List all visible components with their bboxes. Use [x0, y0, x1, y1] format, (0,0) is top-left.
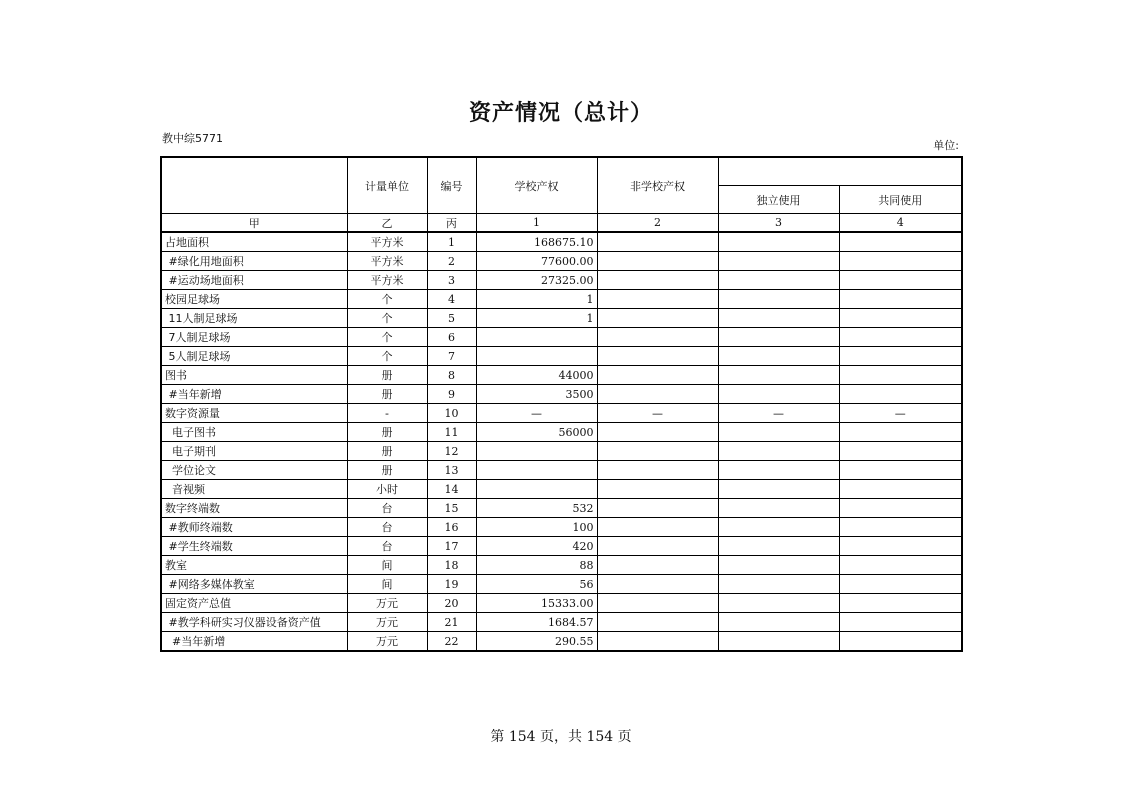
row-name-cell: 7人制足球场: [161, 328, 347, 347]
col-label: 3: [718, 214, 839, 233]
row-school-value-cell: 3500: [476, 385, 597, 404]
table-row: [161, 613, 962, 632]
row-non-school-value-cell: [597, 594, 718, 613]
row-code-cell: 8: [427, 366, 476, 385]
row-school-value-cell: [476, 461, 597, 480]
row-shared-value-cell: [839, 309, 962, 328]
row-non-school-value-cell: [597, 556, 718, 575]
row-name-cell: 5人制足球场: [161, 347, 347, 366]
table-row: [161, 309, 962, 328]
row-non-school-value-cell: [597, 347, 718, 366]
row-non-school-value-cell: [597, 613, 718, 632]
row-school-value-cell: 1684.57: [476, 613, 597, 632]
row-code-cell: 20: [427, 594, 476, 613]
row-school-value-cell: 15333.00: [476, 594, 597, 613]
row-non-school-value-cell: [597, 461, 718, 480]
row-independent-value-cell: [718, 518, 839, 537]
row-non-school-value-cell: —: [597, 404, 718, 423]
row-school-value-cell: 532: [476, 499, 597, 518]
row-shared-value-cell: [839, 499, 962, 518]
row-independent-value-cell: [718, 309, 839, 328]
row-school-value-cell: 1: [476, 290, 597, 309]
table-row: [161, 347, 962, 366]
row-shared-value-cell: [839, 347, 962, 366]
row-non-school-value-cell: [597, 423, 718, 442]
col-label: 甲: [161, 214, 347, 233]
row-code-cell: 19: [427, 575, 476, 594]
row-independent-value-cell: [718, 461, 839, 480]
row-independent-value-cell: —: [718, 404, 839, 423]
row-independent-value-cell: [718, 423, 839, 442]
row-unit-cell: -: [347, 404, 427, 423]
header-code: 编号: [427, 157, 476, 214]
form-code: 教中综5771: [162, 132, 223, 145]
table-row: [161, 423, 962, 442]
row-independent-value-cell: [718, 632, 839, 652]
col-label: 丙: [427, 214, 476, 233]
row-code-cell: 14: [427, 480, 476, 499]
row-unit-cell: 万元: [347, 594, 427, 613]
table-row: [161, 252, 962, 271]
table-row: [161, 594, 962, 613]
row-unit-cell: 台: [347, 518, 427, 537]
row-shared-value-cell: [839, 423, 962, 442]
row-name-cell: #绿化用地面积: [161, 252, 347, 271]
header-item: [161, 157, 347, 214]
row-non-school-value-cell: [597, 575, 718, 594]
row-shared-value-cell: [839, 385, 962, 404]
table-row: [161, 290, 962, 309]
row-unit-cell: 平方米: [347, 232, 427, 252]
row-school-value-cell: 420: [476, 537, 597, 556]
row-school-value-cell: [476, 480, 597, 499]
row-independent-value-cell: [718, 385, 839, 404]
row-independent-value-cell: [718, 480, 839, 499]
row-shared-value-cell: [839, 461, 962, 480]
row-name-cell: 电子期刊: [161, 442, 347, 461]
row-unit-cell: 间: [347, 575, 427, 594]
row-code-cell: 17: [427, 537, 476, 556]
page-footer: 第 154 页，共 154 页: [490, 729, 632, 745]
row-non-school-value-cell: [597, 537, 718, 556]
table-row: [161, 442, 962, 461]
header-shared-use: 共同使用: [839, 186, 962, 214]
header-non-school-property: 非学校产权: [597, 157, 718, 214]
row-name-cell: #当年新增: [161, 632, 347, 652]
table-row: [161, 556, 962, 575]
row-non-school-value-cell: [597, 290, 718, 309]
row-code-cell: 18: [427, 556, 476, 575]
header-row-1: [161, 157, 962, 186]
row-shared-value-cell: [839, 442, 962, 461]
header-independent-use: 独立使用: [718, 186, 839, 214]
column-label-row: [161, 214, 962, 233]
row-school-value-cell: 88: [476, 556, 597, 575]
row-independent-value-cell: [718, 347, 839, 366]
row-shared-value-cell: [839, 613, 962, 632]
row-shared-value-cell: [839, 575, 962, 594]
table-row: [161, 461, 962, 480]
row-unit-cell: 册: [347, 385, 427, 404]
row-unit-cell: 册: [347, 461, 427, 480]
row-non-school-value-cell: [597, 328, 718, 347]
row-unit-cell: 台: [347, 499, 427, 518]
row-name-cell: 固定资产总值: [161, 594, 347, 613]
table-row: [161, 271, 962, 290]
row-non-school-value-cell: [597, 632, 718, 652]
row-code-cell: 1: [427, 232, 476, 252]
row-unit-cell: 个: [347, 328, 427, 347]
row-unit-cell: 册: [347, 442, 427, 461]
row-non-school-value-cell: [597, 442, 718, 461]
row-name-cell: 校园足球场: [161, 290, 347, 309]
row-code-cell: 11: [427, 423, 476, 442]
row-non-school-value-cell: [597, 271, 718, 290]
row-school-value-cell: [476, 442, 597, 461]
row-school-value-cell: 1: [476, 309, 597, 328]
row-name-cell: 教室: [161, 556, 347, 575]
table-row: [161, 328, 962, 347]
row-shared-value-cell: [839, 632, 962, 652]
row-code-cell: 6: [427, 328, 476, 347]
col-label: 4: [839, 214, 962, 233]
row-non-school-value-cell: [597, 232, 718, 252]
row-independent-value-cell: [718, 366, 839, 385]
row-independent-value-cell: [718, 290, 839, 309]
row-shared-value-cell: [839, 594, 962, 613]
row-code-cell: 13: [427, 461, 476, 480]
row-unit-cell: 个: [347, 347, 427, 366]
row-independent-value-cell: [718, 271, 839, 290]
table-row: [161, 232, 962, 252]
col-label: 1: [476, 214, 597, 233]
row-shared-value-cell: [839, 518, 962, 537]
row-name-cell: #网络多媒体教室: [161, 575, 347, 594]
row-shared-value-cell: [839, 480, 962, 499]
row-unit-cell: 个: [347, 309, 427, 328]
asset-table: [160, 156, 963, 652]
row-independent-value-cell: [718, 442, 839, 461]
row-school-value-cell: 100: [476, 518, 597, 537]
row-school-value-cell: 44000: [476, 366, 597, 385]
row-name-cell: 学位论文: [161, 461, 347, 480]
table-row: [161, 518, 962, 537]
row-name-cell: #教师终端数: [161, 518, 347, 537]
row-name-cell: #运动场地面积: [161, 271, 347, 290]
row-school-value-cell: 168675.10: [476, 232, 597, 252]
table-row: [161, 366, 962, 385]
row-shared-value-cell: [839, 537, 962, 556]
row-school-value-cell: 290.55: [476, 632, 597, 652]
row-non-school-value-cell: [597, 480, 718, 499]
row-shared-value-cell: [839, 366, 962, 385]
row-code-cell: 4: [427, 290, 476, 309]
row-shared-value-cell: [839, 290, 962, 309]
row-code-cell: 21: [427, 613, 476, 632]
row-code-cell: 16: [427, 518, 476, 537]
row-name-cell: #学生终端数: [161, 537, 347, 556]
report-title: 资产情况（总计）: [468, 101, 653, 126]
col-label: 乙: [347, 214, 427, 233]
row-independent-value-cell: [718, 499, 839, 518]
row-unit-cell: 册: [347, 423, 427, 442]
row-unit-cell: 万元: [347, 613, 427, 632]
row-shared-value-cell: [839, 252, 962, 271]
row-name-cell: #当年新增: [161, 385, 347, 404]
row-school-value-cell: 56000: [476, 423, 597, 442]
row-independent-value-cell: [718, 556, 839, 575]
row-shared-value-cell: —: [839, 404, 962, 423]
row-unit-cell: 个: [347, 290, 427, 309]
row-unit-cell: 间: [347, 556, 427, 575]
col-label: 2: [597, 214, 718, 233]
header-usage-group: [718, 157, 962, 186]
row-name-cell: 数字资源量: [161, 404, 347, 423]
row-independent-value-cell: [718, 232, 839, 252]
table-row: [161, 480, 962, 499]
row-code-cell: 3: [427, 271, 476, 290]
unit-label: 单位:: [933, 139, 959, 152]
row-code-cell: 15: [427, 499, 476, 518]
row-independent-value-cell: [718, 537, 839, 556]
row-name-cell: 电子图书: [161, 423, 347, 442]
table-row: [161, 537, 962, 556]
row-school-value-cell: 27325.00: [476, 271, 597, 290]
row-name-cell: 音视频: [161, 480, 347, 499]
row-unit-cell: 万元: [347, 632, 427, 652]
row-unit-cell: 平方米: [347, 271, 427, 290]
row-shared-value-cell: [839, 328, 962, 347]
row-independent-value-cell: [718, 328, 839, 347]
row-non-school-value-cell: [597, 309, 718, 328]
row-name-cell: 数字终端数: [161, 499, 347, 518]
row-non-school-value-cell: [597, 366, 718, 385]
row-school-value-cell: —: [476, 404, 597, 423]
row-non-school-value-cell: [597, 518, 718, 537]
table-row: [161, 385, 962, 404]
table-row: [161, 632, 962, 652]
row-independent-value-cell: [718, 613, 839, 632]
row-code-cell: 5: [427, 309, 476, 328]
row-non-school-value-cell: [597, 252, 718, 271]
row-code-cell: 7: [427, 347, 476, 366]
row-code-cell: 12: [427, 442, 476, 461]
row-non-school-value-cell: [597, 385, 718, 404]
row-school-value-cell: 77600.00: [476, 252, 597, 271]
row-school-value-cell: [476, 328, 597, 347]
row-name-cell: 占地面积: [161, 232, 347, 252]
row-independent-value-cell: [718, 575, 839, 594]
row-code-cell: 22: [427, 632, 476, 652]
row-unit-cell: 平方米: [347, 252, 427, 271]
table-row: [161, 575, 962, 594]
table-row: [161, 404, 962, 423]
row-unit-cell: 台: [347, 537, 427, 556]
row-independent-value-cell: [718, 594, 839, 613]
row-school-value-cell: 56: [476, 575, 597, 594]
row-shared-value-cell: [839, 271, 962, 290]
table-row: [161, 499, 962, 518]
row-shared-value-cell: [839, 232, 962, 252]
row-unit-cell: 册: [347, 366, 427, 385]
row-school-value-cell: [476, 347, 597, 366]
row-non-school-value-cell: [597, 499, 718, 518]
row-code-cell: 2: [427, 252, 476, 271]
row-shared-value-cell: [839, 556, 962, 575]
row-independent-value-cell: [718, 252, 839, 271]
row-unit-cell: 小时: [347, 480, 427, 499]
header-school-property: 学校产权: [476, 157, 597, 214]
row-name-cell: 11人制足球场: [161, 309, 347, 328]
row-code-cell: 9: [427, 385, 476, 404]
row-name-cell: 图书: [161, 366, 347, 385]
header-unit: 计量单位: [347, 157, 427, 214]
row-code-cell: 10: [427, 404, 476, 423]
row-name-cell: #教学科研实习仪器设备资产值: [161, 613, 347, 632]
